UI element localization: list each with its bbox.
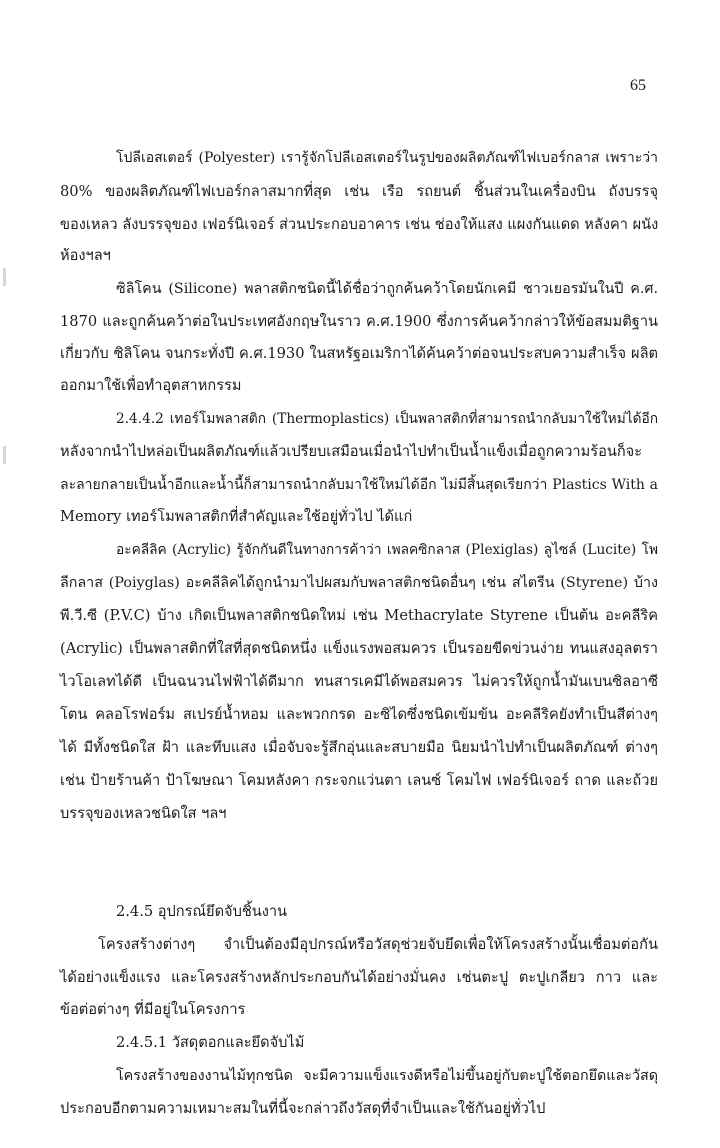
body-line: อะคลีลิค (Acrylic) รู้จักกันดีในทางการค้าว่า เพลคซิกลาส (Plexiglas) ลูไซล์ (Lucite) โพ	[116, 542, 658, 558]
body-line: โปลีเอสเตอร์ (Polyester) เรารู้จักโปลีเอสเตอร์ในรูปของผลิตภัณฑ์ไฟเบอร์กลาส เพราะว่า	[116, 150, 658, 166]
body-line: (Acrylic) เป็นพลาสติกที่ใสที่สุดชนิดหนึ่ง แข็งแรงพอสมควร เป็นรอยขีดข่วนง่าย ทนแสงอุลตรา	[60, 640, 658, 657]
section-heading-2-4-5-1: 2.4.5.1 วัสดุตอกและยึดจับไม้	[116, 1034, 305, 1051]
body-line: โครงสร้างของงานไม้ทุกชนิด จะมีความแข็งแรงดีหรือไม่ขึ้นอยู่กับตะปูใช้ตอกยึดและวัสดุ	[116, 1068, 658, 1084]
scan-edge-mark	[3, 268, 6, 286]
body-line: 80% ของผลิตภัณฑ์ไฟเบอร์กลาสมากที่สุด เช่น เรือ รถยนต์ ชิ้นส่วนในเครื่องบิน ถังบรรจุ	[60, 183, 658, 200]
body-line: ประกอบอีกตามความเหมาะสมในที่นี้จะกล่าวถึงวัสดุที่จำเป็นและใช้กันอยู่ทั่วไป	[60, 1100, 546, 1117]
body-line: โครงสร้างต่างๆ จำเป็นต้องมีอุปกรณ์หรือวัสดุช่วยจับยึดเพื่อให้โครงสร้างนั้นเชื่อมต่อกัน	[98, 936, 658, 953]
body-line: หลังจากนำไปหล่อเป็นผลิตภัณฑ์แล้วเปรียบเสมือนเมื่อนำไปทำเป็นน้ำแข็งเมื่อถูกความร้อนก็จะ	[60, 443, 643, 460]
section-heading-2-4-4-2: 2.4.4.2 เทอร์โมพลาสติก (Thermoplastics) เป็นพลาสติกที่สามารถนำกลับมาใช้ใหม่ได้อีก	[116, 411, 658, 427]
body-line: ออกมาใช้เพื่อทำอุตสาหกรรม	[60, 377, 242, 394]
body-line: บรรจุของเหลวชนิดใส ฯลฯ	[60, 805, 227, 822]
body-line: Memory เทอร์โมพลาสติกที่สำคัญและใช้อยู่ทั่วไป ได้แก่	[60, 508, 413, 525]
body-line: ได้ มีทั้งชนิดใส ฝ้า และทึบแสง เมื่อจับจะรู้สึกอุ่นและสบายมือ นิยมนำไปทำเป็นผลิตภัณฑ์ ต่างๆ	[60, 739, 658, 756]
body-line: ไวโอเลทได้ดี เป็นฉนวนไฟฟ้าได้ดีมาก ทนสารเคมีได้พอสมควร ไม่ควรให้ถูกน้ำมันเบนซิลอาซี	[60, 673, 658, 690]
body-line: ลีกลาส (Poiyglas) อะคลีลิคได้ถูกนำมาไปผสมกับพลาสติกชนิดอื่นๆ เช่น สไตรีน (Styrene) บ้าง	[60, 575, 658, 591]
body-line: ห้องฯลฯ	[60, 247, 111, 264]
body-line: ของเหลว ลังบรรจุของ เฟอร์นิเจอร์ ส่วนประกอบอาคาร เช่น ช่องให้แสง แผงกันแดด หลังคา ผนัง	[60, 216, 659, 233]
body-line: พี.วี.ซี (P.V.C) บ้าง เกิดเป็นพลาสติกชนิดใหม่ เช่น Methacrylate Styrene เป็นต้น อะคลีริค	[60, 607, 658, 624]
section-heading-2-4-5: 2.4.5 อุปกรณ์ยึดจับชิ้นงาน	[116, 903, 288, 920]
body-line: โตน คลอโรฟอร์ม สเปรย์น้ำหอม และพวกกรด อะซิไดซึ่งชนิดเข้มข้น อะคลีริคยังทำเป็นสีต่างๆ	[60, 706, 658, 723]
body-line: ข้อต่อต่างๆ ที่มีอยู่ในโครงการ	[60, 1001, 246, 1018]
body-line: ละลายกลายเป็นน้ำอีกและน้ำนี้ก็สามารถนำกลับมาใช้ใหม่ได้อีก ไม่มีสิ้นสุดเรียกว่า Plastics With a	[60, 477, 658, 493]
page-number: 65	[630, 77, 646, 94]
body-line: เกี่ยวกับ ซิลิโคน จนกระทั่งปี ค.ศ.1930 ในสหรัฐอเมริกาได้ค้นคว้าต่อจนประสบความสำเร็จ ผลิต	[60, 345, 658, 362]
body-line: เช่น ป้ายร้านค้า ป้าโฆษณา โคมหลังคา กระจกแว่นตา เลนซ์ โคมไฟ เฟอร์นิเจอร์ ถาด และถ้วย	[60, 772, 658, 789]
body-line: 1870 และถูกค้นคว้าต่อในประเทศอังกฤษในราว ค.ศ.1900 ซึ่งการค้นคว้ากล่าวให้ข้อสมมติฐาน	[60, 313, 658, 330]
body-line: ได้อย่างแข็งแรง และโครงสร้างหลักประกอบกันได้อย่างมั่นคง เช่นตะปู ตะปูเกลียว กาว และ	[60, 969, 658, 986]
scan-edge-mark	[3, 446, 6, 464]
body-line: ซิลิโคน (Silicone) พลาสติกชนิดนี้ได้ชื่อว่าถูกค้นคว้าโดยนักเคมี ชาวเยอรมันในปี ค.ศ.	[116, 281, 658, 297]
